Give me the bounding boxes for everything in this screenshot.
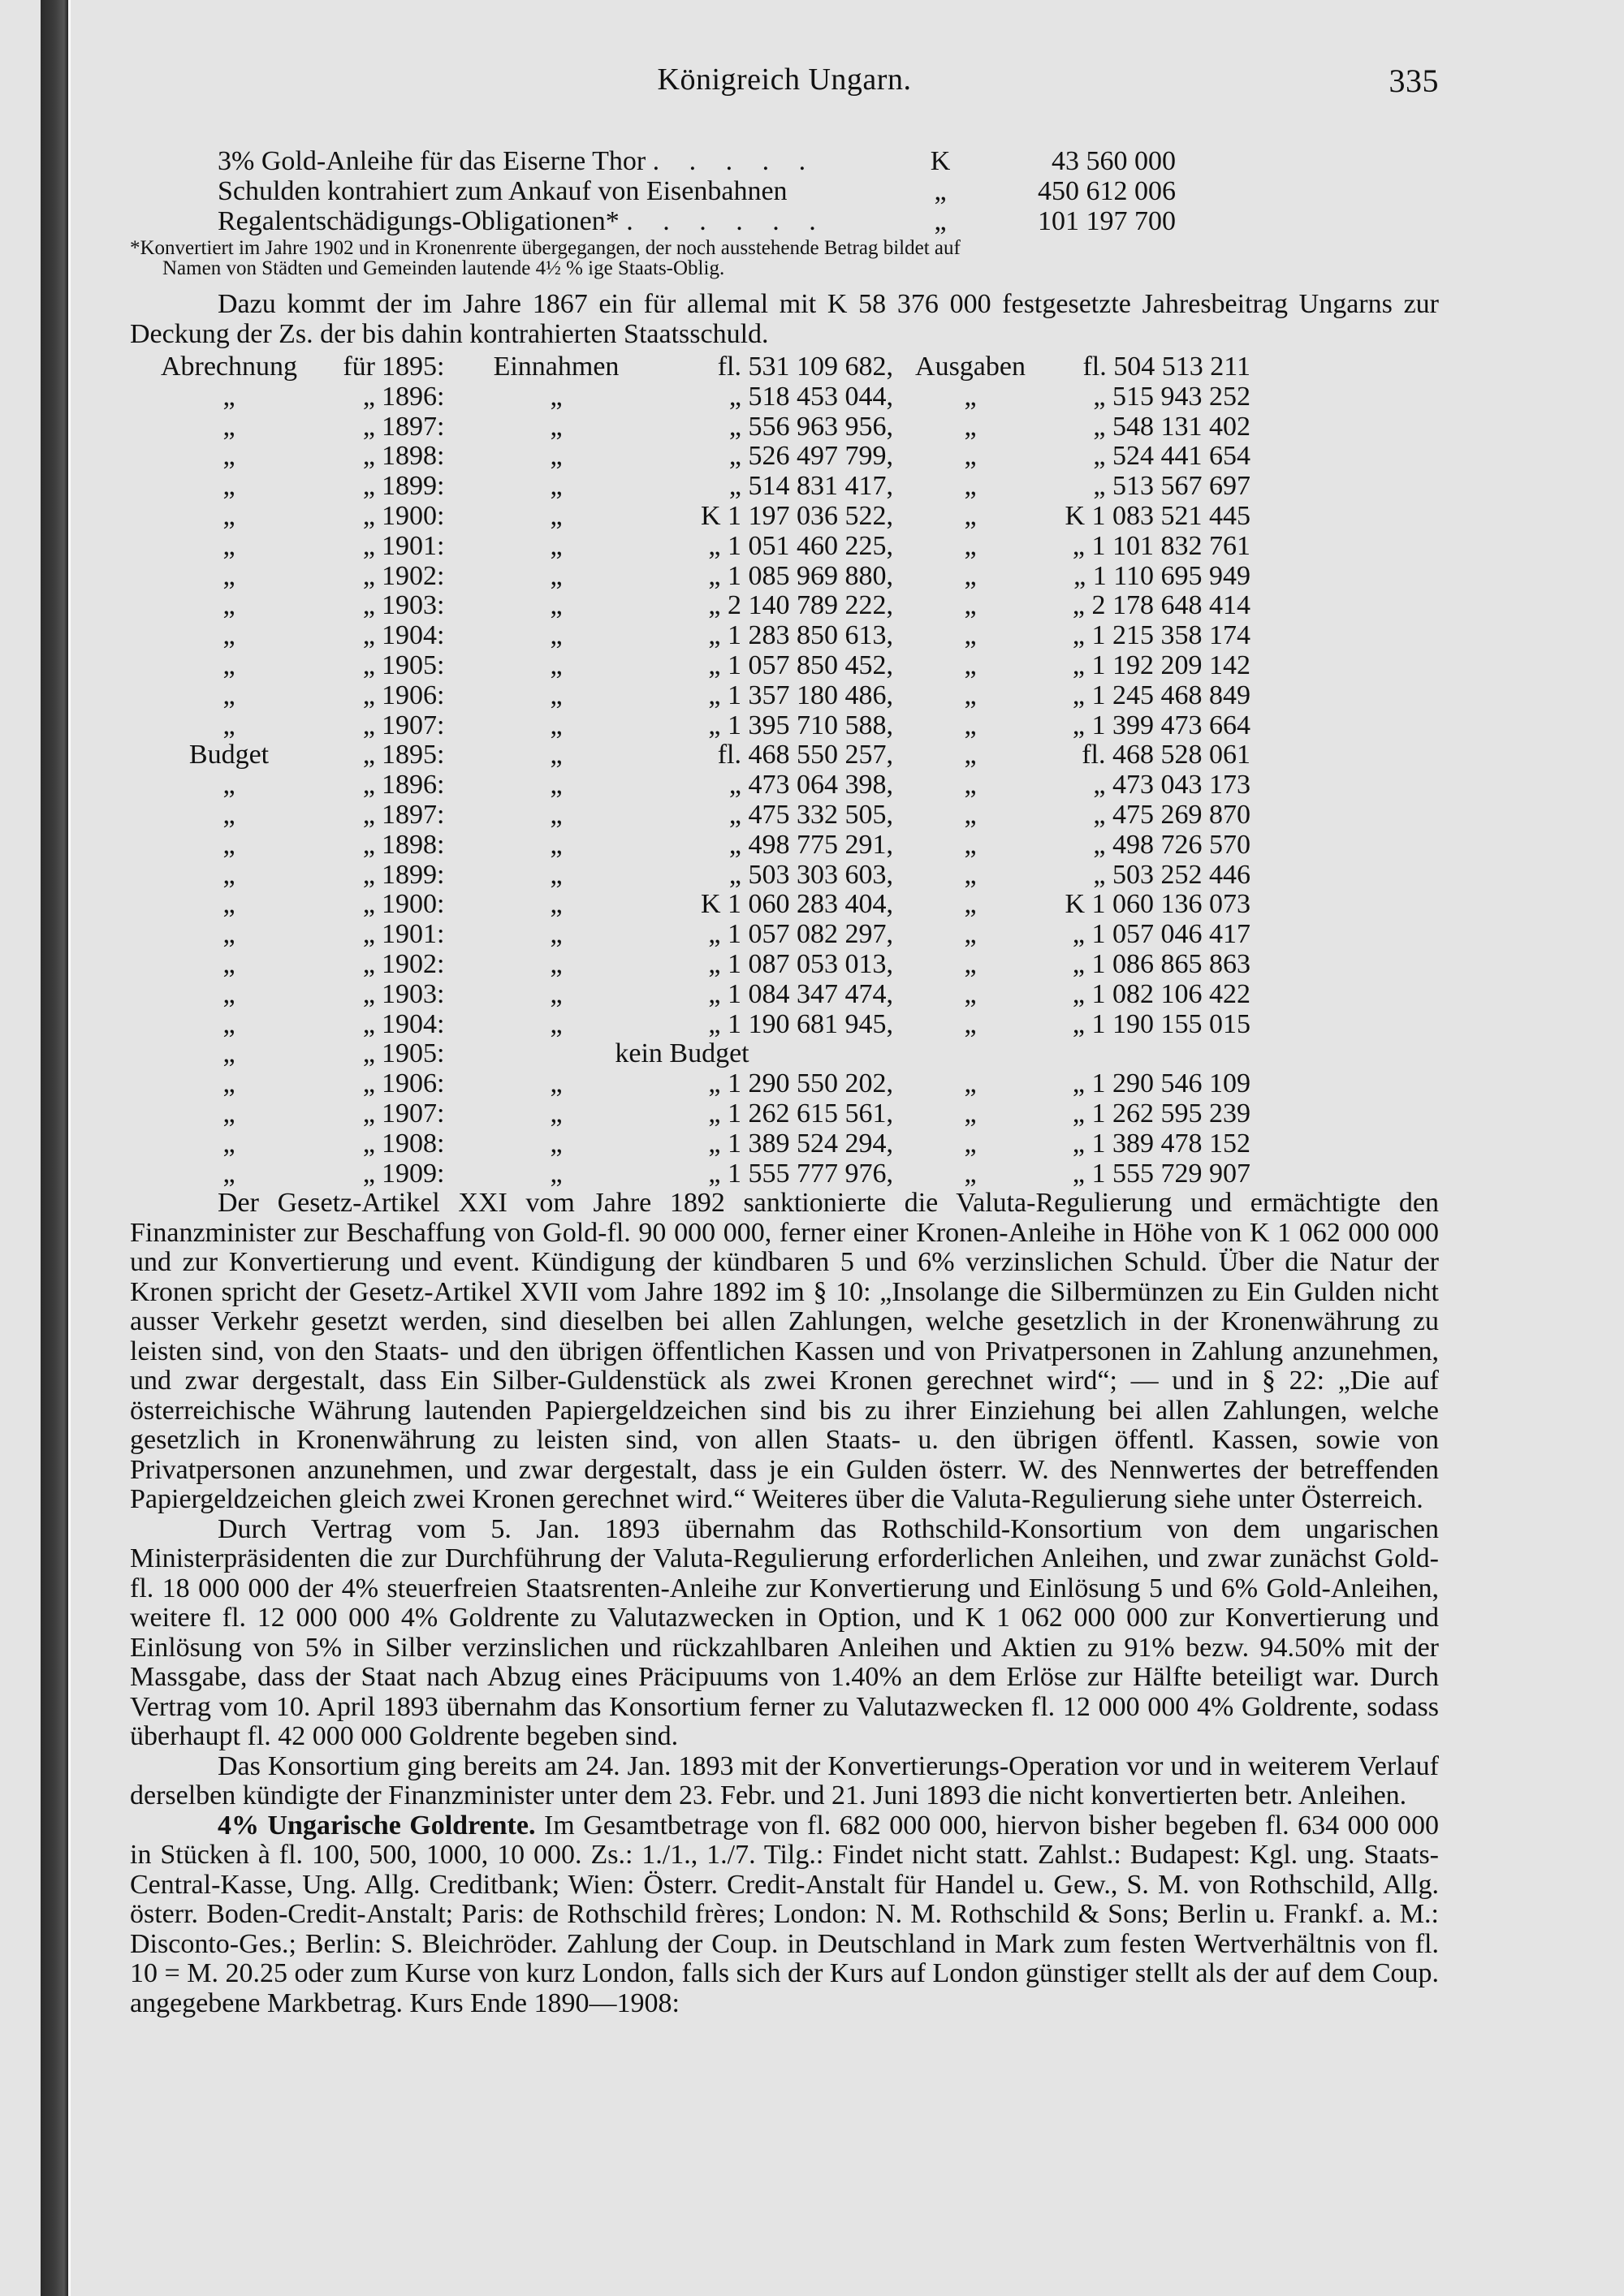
expense-label: „ [964,381,977,412]
expense-value: „ 548 131 402 [1093,411,1250,442]
row-label: „ [222,1008,235,1039]
expense-value: „ 1 245 468 849 [1072,680,1250,710]
row-year: 1902: [382,948,445,979]
row-label: „ [222,829,235,860]
row-fur: „ [362,1098,375,1129]
table-row [148,1010,1250,1040]
expense-value: „ 1 399 473 664 [1072,710,1250,740]
income-label: „ [550,710,563,740]
expense-label: „ [964,889,977,920]
expense-label: „ [964,620,977,651]
row-year: 1907: [382,710,445,740]
loan-row [218,176,1395,206]
paragraph-vertrag: Durch Vertrag vom 5. Jan. 1893 übernahm das Rothschild-Konsortium von dem ungarischen Ministerpräsidenten die zur Durchführung der Valuta-Regulierung erforderlichen Anleihen, und zwar zunächst Gold-fl. 18 000 000 der 4% steuerfreien Staatsrenten-Anleihe zur Konvertierung und Einlösung 5 und 6% Gold-Anleihen, weitere fl. 12 000 000 4% Goldrente zu Valutazwecken in Option, und K 1 062 000 000 zur Konvertierung und Einlösung von 5% in Silber verzinslichen und rückzahlbaren Anleihen und Aktien zu 91% bezw. 94.50% mit der Massgabe, dass der Staat nach Abzug eines Präcipuums von 1.40% an dem Erlöse zur Hälfte beteiligt war. Durch Vertrag vom 10. April 1893 übernahm das Konsortium ferner zu Valutazwecken fl. 12 000 000 4% Goldrente, sodass überhaupt fl. 42 000 000 Goldrente begeben sind. [130,1513,1439,1752]
row-fur: „ [362,530,375,561]
row-label: „ [222,889,235,920]
row-label: „ [222,680,235,710]
row-label: „ [222,650,235,680]
income-value: fl. 531 109 682, [717,352,893,382]
expense-label: „ [964,560,977,591]
row-fur: „ [362,1038,375,1069]
income-value: „ 518 453 044, [728,381,893,412]
expense-label: „ [964,441,977,472]
expense-label: „ [964,680,977,710]
row-year: 1900: [382,889,445,920]
income-label: „ [550,948,563,979]
income-label: „ [550,1158,563,1189]
income-label: „ [550,620,563,651]
row-year: 1906: [382,680,445,710]
loan-label: Schulden kontrahiert zum Ankauf von Eisenbahnen [218,176,788,206]
expense-value: „ 1 101 832 761 [1072,530,1250,561]
row-year: 1898: [382,829,445,860]
paragraph-gesetz-artikel: Der Gesetz-Artikel XXI vom Jahre 1892 sanktionierte die Valuta-Regulierung und ermächtigte den Finanzminister zur Beschaffung von Gold-fl. 90 000 000, ferner einer Kronen-Anleihe in Höhe von K 1 062 000 000 und zur Konvertierung und event. Kündigung der kündbaren 5 und 6% verzinslichen Schuld. Über die Natur der Kronen spricht der Gesetz-Artikel XVII vom Jahre 1892 im § 10: „Insolange die Silbermünzen zu Ein Gulden nicht ausser Verkehr gesetzt werden, sind dieselben bei allen Zahlungen, welche gesetzlich in der Kronenwährung zu leisten sind, von den Staats- und den übrigen öffentlichen Kassen und von Privatpersonen in Zahlung anzunehmen, und zwar dergestalt, dass Ein Silber-Guldenstück als zwei Kronen gerechnet wird“; — und in § 22: „Die auf österreichische Währung lautenden Papiergeldzeichen sind bis zu ihrer Einziehung bei allen Zahlungen, welche gesetzlich in Kronenwährung zu leisten sind, von allen Staats- u. den übrigen öffentl. Kassen, sowie von Privatpersonen anzunehmen, und zwar dergestalt, dass je ein Gulden österr. W. des Nennwertes der betreffenden Papiergeldzeichen gleich zwei Kronen gerechnet wird.“ Weiteres über die Valuta-Regulierung siehe unter Österreich. [130,1188,1439,1515]
income-value: „ 1 357 180 486, [708,680,893,710]
row-label: „ [222,1068,235,1099]
row-year: 1907: [382,1098,445,1129]
income-label: „ [550,471,563,502]
table-row [148,1069,1250,1099]
expense-value: „ 513 567 697 [1093,471,1250,502]
expense-label: „ [964,471,977,502]
row-year: 1899: [382,859,445,890]
expense-label: „ [964,710,977,740]
loan-currency: „ [934,176,947,206]
income-label: Einnahmen [493,352,620,382]
expense-value: „ 1 290 546 109 [1072,1068,1250,1099]
income-value: „ 1 389 524 294, [708,1128,893,1159]
loan-label: 3% Gold-Anleihe für das Eiserne Thor [218,146,646,176]
loan-row [218,146,1395,176]
income-value: „ 1 084 347 474, [708,978,893,1009]
row-fur: „ [362,978,375,1009]
row-label: „ [222,1038,235,1069]
leader-dots: . . . . . . [626,206,827,236]
income-value: „ 1 190 681 945, [708,1008,893,1039]
expense-label: „ [964,500,977,531]
expense-value: „ 1 262 595 239 [1072,1098,1250,1129]
loan-currency: „ [934,206,947,236]
expense-value: „ 1 389 478 152 [1072,1128,1250,1159]
table-row [148,352,1250,382]
page-binding-edge [41,0,71,2296]
empty-cell [893,1039,1047,1069]
income-value: K 1 197 036 522, [700,500,893,531]
leader-dots: . . . . . [652,146,818,176]
row-fur: „ [362,560,375,591]
section-body: Im Gesamtbetrage von fl. 682 000 000, hiervon bisher begeben fl. 634 000 000 in Stücken à fl. 100, 500, 1000, 10 000. Zs.: 1./1., 1./7. Tilg.: Findet nicht statt. Zahlst.: Budapest: Kgl. ung. Staats-Central-Kasse, Ung. Allg. Creditbank; Wien: Österr. Credit-Anstalt für Handel u. Gew., S. M. von Rothschild, Allg. österr. Boden-Credit-Anstalt; Paris: de Rothschild frères; London: N. M. Rothschild & Sons; Berlin u. Frankf. a. M.: Disconto-Ges.; Berlin: S. Bleichröder. Zahlung der Coup. in Deutschland in Mark zum festen Wertverhältnis von fl. 10 = M. 20.25 oder zum Kurse von kurz London, falls sich der Kurs auf London günstiger stellt als der auf dem Coup. angegebene Markbetrag. Kurs Ende 1890—1908: [130,1810,1440,2018]
row-fur: „ [362,919,375,950]
income-value: „ 1 087 053 013, [708,948,893,979]
expense-label: „ [964,1128,977,1159]
income-label: „ [550,889,563,920]
row-year: 1908: [382,1128,445,1159]
row-label: „ [222,770,235,801]
table-row [148,801,1250,831]
row-label: „ [222,620,235,651]
income-label: „ [550,978,563,1009]
income-label: „ [550,829,563,860]
income-label: „ [550,590,563,621]
income-value: „ 503 303 603, [728,859,893,890]
income-label: „ [550,1098,563,1129]
paragraph-konsortium: Das Konsortium ging bereits am 24. Jan. 1893 mit der Konvertierungs-Operation vor und in weiterem Verlauf derselben kündigte der Finanzminister unter dem 23. Febr. und 21. Juni 1893 die nicht konvertierten betr. Anleihen. [130,1750,1439,1811]
row-year: 1905: [382,1038,445,1069]
income-label: „ [550,799,563,830]
row-label: „ [222,919,235,950]
expense-value: „ 1 555 729 907 [1072,1158,1250,1189]
loan-amount: 450 612 006 [1038,176,1176,206]
expense-value: „ 1 110 695 949 [1073,560,1250,591]
table-row [148,770,1250,801]
expense-label: „ [964,1098,977,1129]
expense-value: „ 1 215 358 174 [1072,620,1250,651]
table-row [148,861,1250,891]
row-year: 1905: [382,650,445,680]
row-year: 1895: [382,740,445,770]
expense-value: „ 503 252 446 [1093,859,1250,890]
row-fur: „ [362,411,375,442]
row-year: 1897: [382,411,445,442]
row-year: 1904: [382,1008,445,1039]
income-label: „ [550,560,563,591]
row-fur: „ [362,740,375,770]
row-label: „ [222,710,235,740]
table-row [148,591,1250,621]
table-row [148,950,1250,980]
expense-value: „ 1 082 106 422 [1072,978,1250,1009]
income-label: „ [550,650,563,680]
income-value: „ 498 775 291, [728,829,893,860]
footnote [130,238,1439,278]
row-fur: „ [362,650,375,680]
row-year: 1898: [382,441,445,472]
intro-paragraph: Dazu kommt der im Jahre 1867 ein für allemal mit K 58 376 000 festgesetzte Jahresbeitrag Ungarns zur Deckung der Zs. der bis dahin kontrahierten Staatsschuld. [130,289,1439,349]
expense-value: „ 1 086 865 863 [1072,948,1250,979]
row-fur: „ [362,441,375,472]
income-value: „ 2 140 789 222, [708,590,893,621]
row-year: 1897: [382,799,445,830]
footnote-line: Namen von Städten und Gemeinden lautende 4½ % ige Staats-Oblig. [162,257,725,279]
empty-cell [1047,1039,1250,1069]
expense-value: „ 1 190 155 015 [1072,1008,1250,1039]
table-row [148,532,1250,562]
row-label: „ [222,381,235,412]
expense-label: „ [964,799,977,830]
row-year: 1909: [382,1158,445,1189]
row-fur: „ [362,770,375,801]
income-value: „ 1 555 777 976, [708,1158,893,1189]
expense-value: „ 2 178 648 414 [1072,590,1250,621]
row-year: 1904: [382,620,445,651]
no-budget-note: kein Budget [615,1038,749,1069]
row-year: 1900: [382,500,445,531]
table-row [148,920,1250,950]
expense-label: „ [964,829,977,860]
row-fur: „ [362,620,375,651]
row-year: 1901: [382,919,445,950]
expense-value: fl. 504 513 211 [1082,352,1250,382]
row-year: 1896: [382,770,445,801]
row-label: Budget [188,740,270,770]
expense-label: Ausgaben [915,352,1026,382]
row-year: 1902: [382,560,445,591]
row-label: „ [222,799,235,830]
row-year: 1901: [382,530,445,561]
row-fur: „ [362,710,375,740]
table-row [148,651,1250,681]
row-label: „ [222,530,235,561]
income-value: „ 1 395 710 588, [708,710,893,740]
expense-value: K 1 083 521 445 [1065,500,1250,531]
income-label: „ [550,1128,563,1159]
loan-currency: K [930,146,951,176]
loan-label: Regalentschädigungs-Obligationen* [218,206,620,236]
expense-label: „ [964,530,977,561]
income-value: „ 1 290 550 202, [708,1068,893,1099]
row-year: 1903: [382,978,445,1009]
table-row [148,711,1250,741]
expense-label: „ [964,650,977,680]
income-label: „ [550,680,563,710]
row-label: „ [222,948,235,979]
row-year: 1906: [382,1068,445,1099]
row-fur: „ [362,948,375,979]
expense-label: „ [964,919,977,950]
document-page [130,57,1439,2018]
income-label: „ [550,770,563,801]
table-row [148,831,1250,861]
income-label: „ [550,919,563,950]
running-header [130,57,1439,109]
expense-value: „ 475 269 870 [1093,799,1250,830]
row-fur: „ [362,829,375,860]
row-year: 1896: [382,381,445,412]
row-label: „ [222,590,235,621]
row-fur: „ [362,799,375,830]
income-value: „ 1 057 082 297, [708,919,893,950]
expense-value: „ 498 726 570 [1093,829,1250,860]
loan-amount: 101 197 700 [1038,206,1176,236]
income-value: fl. 468 550 257, [717,740,893,770]
running-title: Königreich Ungarn. [657,63,912,97]
row-fur: „ [362,1158,375,1189]
expense-label: „ [964,859,977,890]
table-row [148,681,1250,711]
income-label: „ [550,1068,563,1099]
income-label: „ [550,441,563,472]
income-value: „ 475 332 505, [728,799,893,830]
table-row [148,621,1250,651]
expense-value: „ 524 441 654 [1093,441,1250,472]
expense-label: „ [964,411,977,442]
income-label: „ [550,411,563,442]
row-label: Abrechnung [160,352,298,382]
income-label: „ [550,740,563,770]
income-label: „ [550,381,563,412]
income-value: „ 1 051 460 225, [708,530,893,561]
table-row [148,890,1250,920]
page-number: 335 [1389,63,1439,99]
row-year: 1895: [382,352,445,382]
expense-label: „ [964,740,977,770]
income-value: K 1 060 283 404, [700,889,893,920]
row-fur: „ [362,1008,375,1039]
row-label: „ [222,411,235,442]
row-fur: für [343,352,375,382]
expense-value: fl. 468 528 061 [1082,740,1250,770]
row-label: „ [222,1158,235,1189]
table-row [148,1159,1250,1189]
section-heading: 4% Ungarische Goldrente. [218,1810,536,1841]
expense-value: K 1 060 136 073 [1065,889,1250,920]
income-value: „ 556 963 956, [728,411,893,442]
income-label: „ [550,530,563,561]
table-row [148,1129,1250,1159]
row-label: „ [222,560,235,591]
expense-label: „ [964,1008,977,1039]
row-label: „ [222,471,235,502]
row-fur: „ [362,590,375,621]
loan-list [218,146,1395,236]
income-value: „ 526 497 799, [728,441,893,472]
table-row [148,412,1250,442]
row-year: 1899: [382,471,445,502]
expense-label: „ [964,770,977,801]
expense-label: „ [964,1158,977,1189]
income-label: „ [550,500,563,531]
income-label: „ [550,1008,563,1039]
income-value: „ 1 057 850 452, [708,650,893,680]
footnote-line: *Konvertiert im Jahre 1902 und in Kronenrente übergegangen, der noch ausstehende Betrag bildet auf [130,237,961,259]
paragraph-goldrente [130,1811,1439,2019]
table-row [148,1039,1250,1069]
finance-table [148,352,1250,1189]
table-row [148,382,1250,412]
row-label: „ [222,500,235,531]
row-fur: „ [362,471,375,502]
income-label: „ [550,859,563,890]
row-label: „ [222,441,235,472]
income-value: „ 514 831 417, [728,471,893,502]
row-label: „ [222,978,235,1009]
expense-value: „ 1 057 046 417 [1072,919,1250,950]
income-value: „ 473 064 398, [728,770,893,801]
row-label: „ [222,1098,235,1129]
table-row [148,1099,1250,1129]
row-label: „ [222,1128,235,1159]
table-row [148,562,1250,592]
table-row [148,740,1250,770]
loan-amount: 43 560 000 [1052,146,1176,176]
row-fur: „ [362,1068,375,1099]
expense-label: „ [964,1068,977,1099]
row-fur: „ [362,1128,375,1159]
expense-value: „ 515 943 252 [1093,381,1250,412]
row-fur: „ [362,500,375,531]
row-label: „ [222,859,235,890]
row-year: 1903: [382,590,445,621]
income-value: „ 1 283 850 613, [708,620,893,651]
loan-row [218,206,1395,236]
expense-label: „ [964,978,977,1009]
table-row [148,502,1250,532]
row-fur: „ [362,859,375,890]
expense-value: „ 473 043 173 [1093,770,1250,801]
expense-label: „ [964,590,977,621]
table-row [148,980,1250,1010]
expense-label: „ [964,948,977,979]
row-fur: „ [362,889,375,920]
table-row [148,442,1250,472]
expense-value: „ 1 192 209 142 [1072,650,1250,680]
income-value: „ 1 262 615 561, [708,1098,893,1129]
income-value: „ 1 085 969 880, [708,560,893,591]
table-row [148,472,1250,502]
row-fur: „ [362,381,375,412]
row-fur: „ [362,680,375,710]
